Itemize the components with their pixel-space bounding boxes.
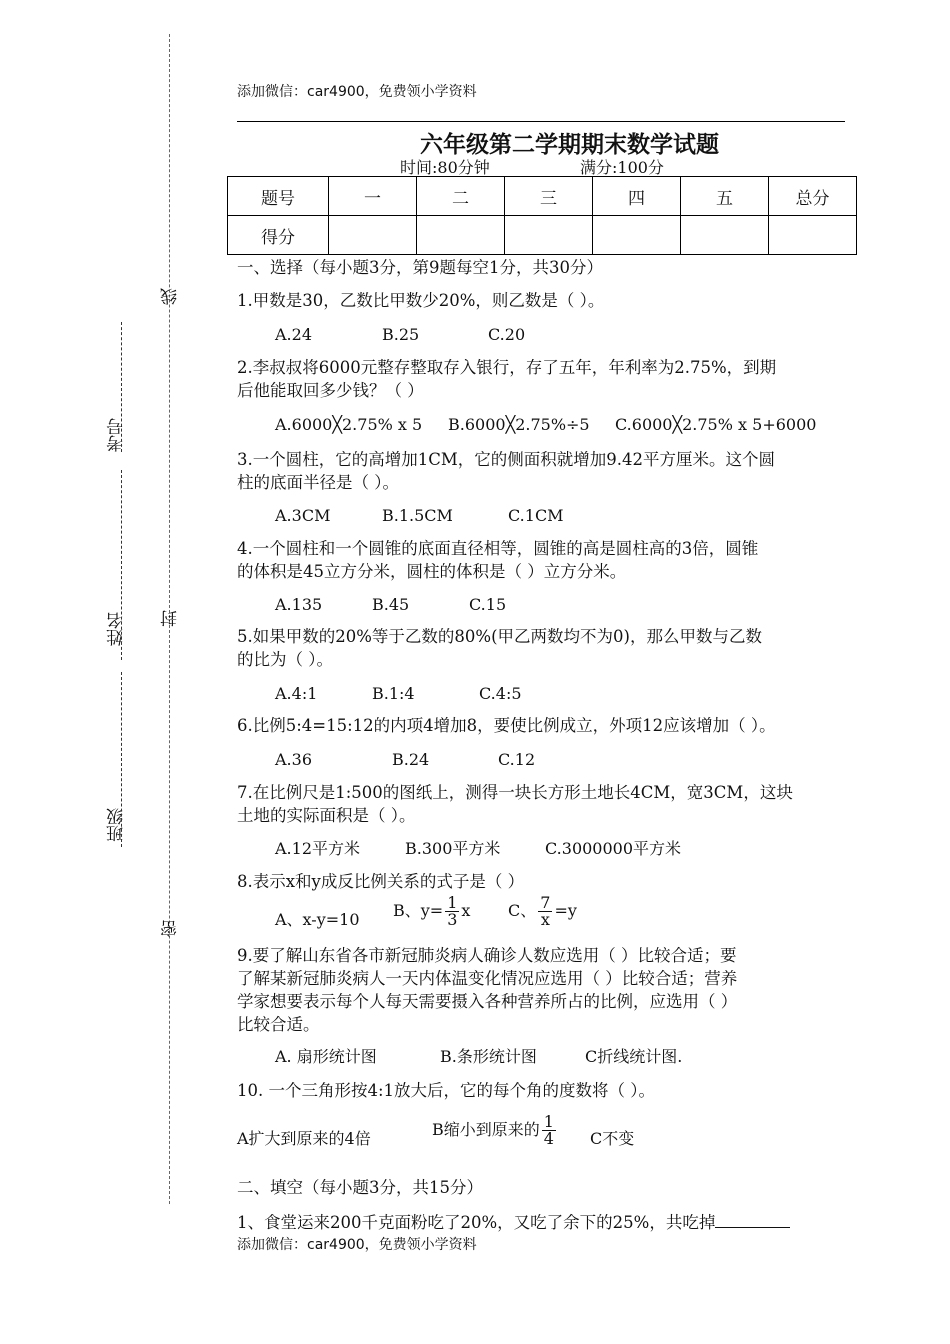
q8-option-c-prefix: C、 — [508, 901, 537, 920]
time-label: 时间:80分钟 — [400, 158, 490, 177]
binding-label-line: 线 — [161, 288, 181, 305]
score-header-cell: 二 — [417, 177, 505, 216]
q2-line1: 2.李叔叔将6000元整存整取存入银行，存了五年，年利率为2.75%，到期 — [237, 358, 777, 377]
q7-option-a: A.12平方米 — [275, 839, 361, 858]
q2-option-c: C.6000╳2.75% x 5+6000 — [615, 415, 817, 434]
q3-option-c: C.1CM — [508, 506, 564, 525]
fraction-numerator: 1 — [447, 893, 458, 912]
q5-line2: 的比为（ ）。 — [237, 650, 333, 669]
score-cell[interactable] — [769, 216, 857, 255]
q3-line1: 3.一个圆柱，它的高增加1CM，它的侧面积就增加9.42平方厘米。这个圆 — [237, 450, 775, 469]
q9-option-a: A. 扇形统计图 — [275, 1047, 377, 1066]
fraction-denominator: 3 — [447, 910, 458, 929]
binding-label-seal: 封 — [161, 610, 181, 627]
q10-option-b-prefix: B缩小到原来的 — [432, 1120, 540, 1139]
q9-line4: 比较合适。 — [237, 1015, 320, 1034]
q8-option-c — [508, 895, 577, 928]
fraction-denominator: 4 — [543, 1129, 554, 1148]
q6-option-c: C.12 — [498, 750, 536, 769]
exam-number-blank — [121, 322, 122, 452]
score-cell[interactable] — [505, 216, 593, 255]
q9-line2: 了解某新冠肺炎病人一天内体温变化情况应选用（ ）比较合适；营养 — [237, 969, 738, 988]
fraction-numerator: 7 — [540, 893, 551, 912]
fraction-numerator: 1 — [543, 1112, 554, 1131]
binding-label-secret: 密 — [161, 920, 181, 937]
score-table-score-row — [228, 216, 857, 255]
q5-line1: 5.如果甲数的20%等于乙数的80%(甲乙两数均不为0)，那么甲数与乙数 — [237, 627, 762, 646]
q5-option-c: C.4:5 — [479, 684, 522, 703]
q2-option-a: A.6000╳2.75% x 5 — [275, 415, 423, 434]
class-blank — [121, 672, 122, 847]
score-cell[interactable] — [593, 216, 681, 255]
q10-option-b — [432, 1114, 558, 1147]
q9-line1: 9.要了解山东省各市新冠肺炎病人确诊人数应选用（ ）比较合适；要 — [237, 946, 737, 965]
footer-note: 添加微信：car4900，免费领小学资料 — [237, 1237, 477, 1253]
q6-option-b: B.24 — [392, 750, 430, 769]
q8-option-a: A、x-y=10 — [275, 910, 360, 929]
q2-option-b: B.6000╳2.75%÷5 — [448, 415, 590, 434]
score-header-cell: 五 — [681, 177, 769, 216]
q1-option-b: B.25 — [382, 325, 420, 344]
score-table-header-row — [228, 177, 857, 216]
header-rule — [237, 121, 845, 122]
q8-option-c-suffix: =y — [554, 901, 577, 920]
score-header-cell: 题号 — [228, 177, 329, 216]
q8-option-b-fraction — [445, 895, 459, 928]
q9-option-c: C折线统计图. — [585, 1047, 683, 1066]
q8-option-b-prefix: B、y= — [393, 901, 444, 920]
score-row-label: 得分 — [228, 216, 329, 255]
exam-number-label: 考号 — [107, 418, 127, 452]
q10-option-b-fraction — [542, 1114, 556, 1147]
class-label: 班级 — [107, 808, 127, 842]
q8-option-c-fraction — [538, 895, 552, 928]
q1-option-a: A.24 — [275, 325, 312, 344]
page-title: 六年级第二学期期末数学试题 — [420, 132, 719, 158]
q4-option-a: A.135 — [275, 595, 323, 614]
q3-option-a: A.3CM — [275, 506, 331, 525]
q5-option-a: A.4:1 — [275, 684, 318, 703]
q7-option-b: B.300平方米 — [405, 839, 501, 858]
full-score-label: 满分:100分 — [580, 158, 664, 177]
score-header-cell: 三 — [505, 177, 593, 216]
score-table — [227, 176, 857, 255]
q9-option-b: B.条形统计图 — [440, 1047, 537, 1066]
answer-blank[interactable] — [715, 1213, 790, 1228]
score-header-cell: 总分 — [769, 177, 857, 216]
q8-option-b-suffix: x — [461, 901, 471, 920]
score-header-cell: 四 — [593, 177, 681, 216]
q1-option-c: C.20 — [488, 325, 526, 344]
name-blank — [121, 470, 122, 660]
name-label: 姓名 — [107, 612, 127, 646]
q10-option-a: A扩大到原来的4倍 — [237, 1129, 371, 1148]
header-note: 添加微信：car4900，免费领小学资料 — [237, 84, 477, 100]
q7-line1: 7.在比例尺是1:500的图纸上，测得一块长方形土地长4CM，宽3CM，这块 — [237, 783, 793, 802]
q4-option-b: B.45 — [372, 595, 410, 614]
q9-line3: 学家想要表示每个人每天需要摄入各种营养所占的比例，应选用（ ） — [237, 992, 738, 1011]
section2-heading: 二、填空（每小题3分，共15分） — [237, 1178, 483, 1197]
score-cell[interactable] — [329, 216, 417, 255]
q4-line2: 的体积是45立方分米，圆柱的体积是（ ）立方分米。 — [237, 562, 627, 581]
q3-line2: 柱的底面半径是（ ）。 — [237, 473, 399, 492]
q3-option-b: B.1.5CM — [382, 506, 453, 525]
q7-option-c: C.3000000平方米 — [545, 839, 682, 858]
q7-line2: 土地的实际面积是（ ）。 — [237, 806, 416, 825]
q6-text: 6.比例5:4=15:12的内项4增加8，要使比例成立，外项12应该增加（ ）。 — [237, 716, 776, 735]
score-cell[interactable] — [417, 216, 505, 255]
s2-q1-prompt: 1、食堂运来200千克面粉吃了20%，又吃了余下的25%，共吃掉 — [237, 1213, 716, 1232]
q10-text: 10. 一个三角形按4:1放大后，它的每个角的度数将（ ）。 — [237, 1081, 656, 1100]
section1-heading: 一、选择（每小题3分，第9题每空1分，共30分） — [237, 258, 603, 277]
q2-line2: 后他能取回多少钱？（ ） — [237, 381, 424, 400]
q1-text: 1.甲数是30，乙数比甲数少20%，则乙数是（ ）。 — [237, 291, 605, 310]
q6-option-a: A.36 — [275, 750, 312, 769]
score-header-cell: 一 — [329, 177, 417, 216]
score-cell[interactable] — [681, 216, 769, 255]
q5-option-b: B.1:4 — [372, 684, 415, 703]
q4-line1: 4.一个圆柱和一个圆锥的底面直径相等，圆锥的高是圆柱高的3倍，圆锥 — [237, 539, 759, 558]
q8-text: 8.表示x和y成反比例关系的式子是（ ） — [237, 872, 525, 891]
s2-q1-text — [237, 1213, 790, 1232]
q10-option-c: C不变 — [590, 1129, 635, 1148]
fraction-denominator: x — [538, 911, 552, 928]
q8-option-b — [393, 895, 470, 928]
q4-option-c: C.15 — [469, 595, 507, 614]
